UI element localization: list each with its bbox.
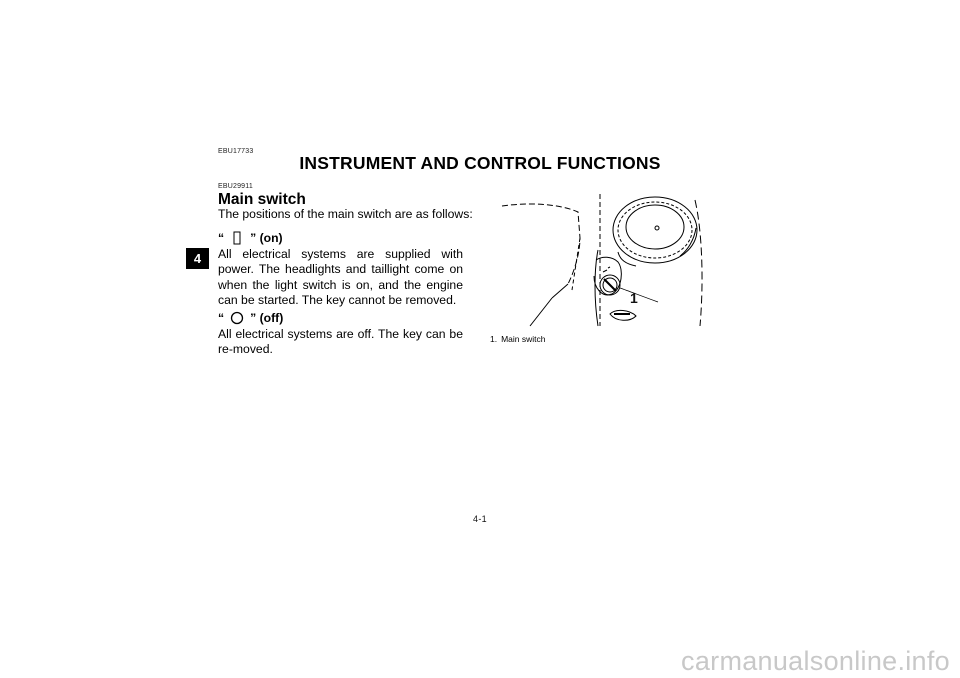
watermark: carmanualsonline.info: [681, 646, 950, 676]
caption-number: 1.: [490, 334, 498, 344]
position-off-heading: [218, 311, 283, 325]
section-intro: The positions of the main switch are as follows:: [218, 207, 473, 221]
figure-callout: 1: [630, 290, 638, 306]
page-title: INSTRUMENT AND CONTROL FUNCTIONS: [299, 153, 661, 173]
chapter-code: EBU17733: [218, 148, 254, 155]
chapter-tab: 4: [186, 248, 209, 269]
key-off-symbol-icon: [230, 311, 244, 325]
open-quote: “: [218, 231, 225, 245]
position-off-label: ” (off): [250, 311, 284, 325]
position-off-text: All electrical systems are off. The key can be re-moved.: [218, 327, 463, 357]
position-on-label: ” (on): [250, 231, 283, 245]
section-heading: Main switch: [218, 191, 306, 208]
position-on-heading: [218, 231, 283, 245]
page-number: 4-1: [473, 514, 487, 524]
key-on-symbol-icon: [230, 231, 244, 245]
section-code: EBU29911: [218, 183, 253, 190]
main-switch-illustration: [490, 190, 720, 330]
position-on-text: All electrical systems are supplied with power. The headlights and taillight come on when the light switch is on, and the engine can be started. The key cannot be removed.: [218, 247, 463, 307]
figure-caption: [490, 334, 550, 344]
open-quote: “: [218, 311, 225, 325]
caption-text: Main switch: [501, 334, 546, 344]
